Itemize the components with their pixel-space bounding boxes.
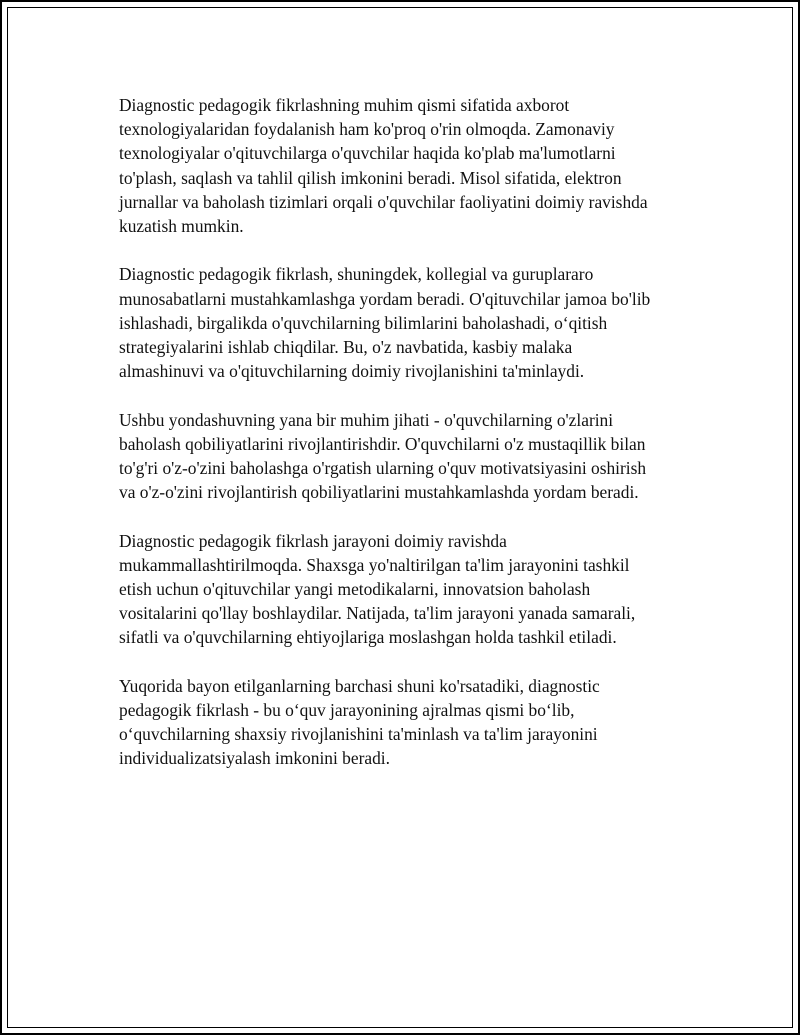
paragraph-4: Diagnostic pedagogik fikrlash jarayoni doimiy ravishda mukammallashtirilmoqda. Shaxsga yo'naltirilgan ta'lim jarayonini tashkil etish uchun o'qituvchilar yangi metodikalarni, innovatsion baholash vositalarini qo'llay boshlaydilar. Natijada, ta'lim jarayoni yanada samarali, sifatli va o'quvchilarning ehtiyojlariga moslashgan holda tashkil etiladi. xyxy=(119,530,636,648)
paragraph-1: Diagnostic pedagogik fikrlashning muhim qismi sifatida axborot texnologiyalaridan foydalanish ham ko'proq o'rin olmoqda. Zamonaviy texnologiyalar o'qituvchilarga o'quvchilar haqida ko'plab ma'lumotlarni to'plash, saqlash va tahlil qilish imkonini beradi. Misol sifatida, elektron jurnallar va baholash tizimlari orqali o'quvchilar faoliyatini doimiy ravishda kuzatish mumkin. xyxy=(119,95,648,237)
paragraph-5: Yuqorida bayon etilganlarning barchasi shuni ko'rsatadiki, diagnostic pedagogik fikrlash - bu o‘quv jarayonining ajralmas qismi bo‘lib, o‘quvchilarning shaxsiy rivojlanishini ta'minlash va ta'lim jarayonini individualizatsiyalash imkonini beradi. xyxy=(119,675,600,769)
document-body xyxy=(119,93,699,795)
paragraph-2: Diagnostic pedagogik fikrlash, shuningdek, kollegial va guruplararo munosabatlarni mustahkamlashga yordam beradi. O'qituvchilar jamoa bo'lib ishlashadi, birgalikda o'quvchilarning bilimlarini baholashadi, o‘qitish strategiyalarini ishlab chiqdilar. Bu, o'z navbatida, kasbiy malaka almashinuvi va o'qituvchilarning doimiy rivojlanishini ta'minlaydi. xyxy=(119,264,651,382)
paragraph-3: Ushbu yondashuvning yana bir muhim jihati - o'quvchilarning o'zlarini baholash qobiliyatlarini rivojlantirishdir. O'quvchilarni o'z mustaqillik bilan to'g'ri o'z-o'zini baholashga o'rgatish ularning o'quv motivatsiyasini oshirish va o'z-o'zini rivojlantirish qobiliyatlarini mustahkamlashda yordam beradi. xyxy=(119,409,647,503)
